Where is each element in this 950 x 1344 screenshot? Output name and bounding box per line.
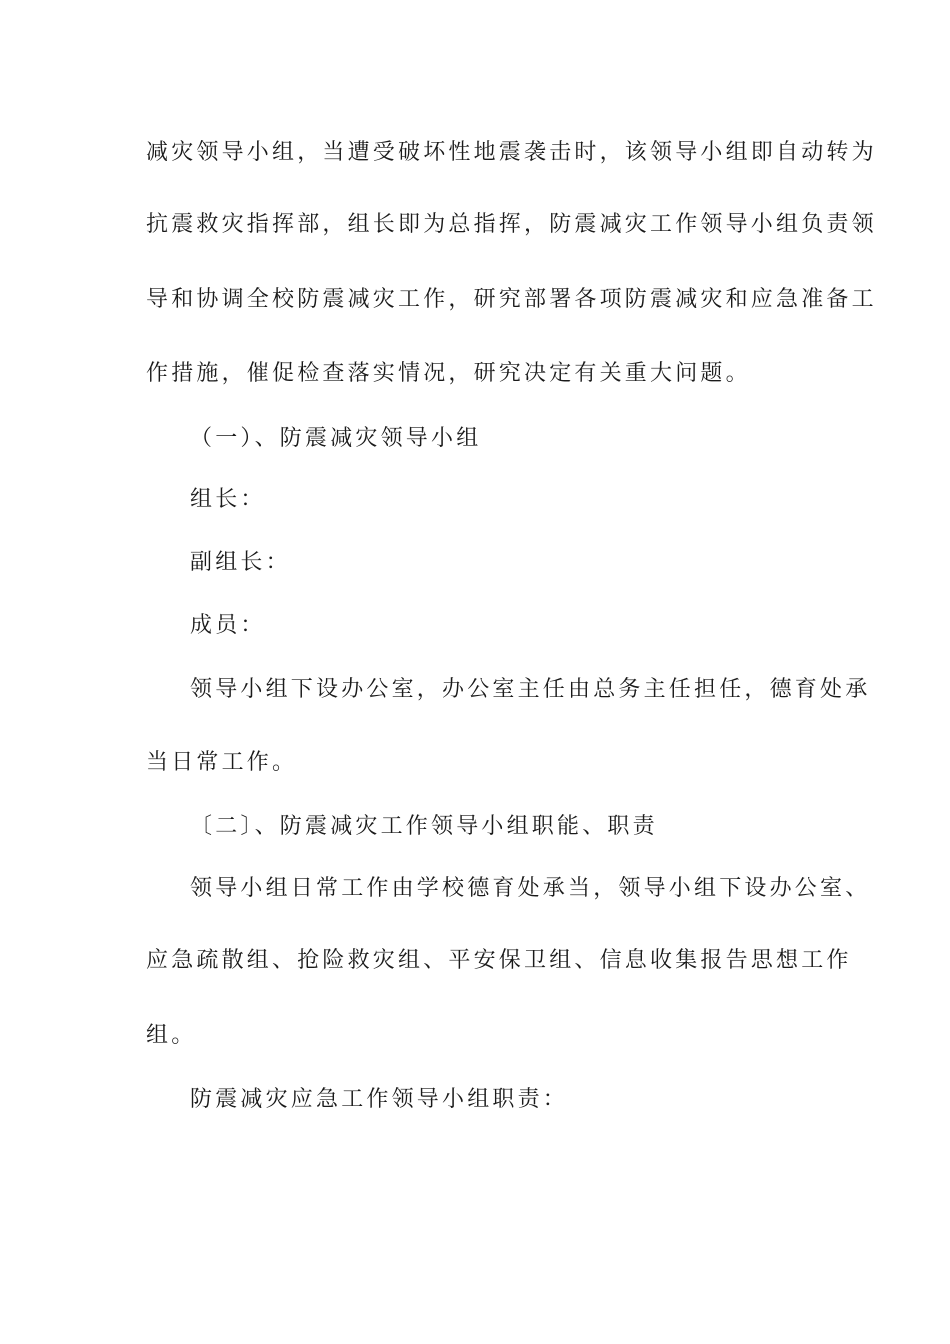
field-label: 成员： (190, 613, 266, 638)
field-label: 副组长： (190, 550, 291, 575)
section-heading: 〔二〕、防震减灾工作领导小组职能、职责 (190, 814, 658, 839)
paragraph-line: 领导小组下设办公室，办公室主任由总务主任担任，德育处承 (190, 677, 871, 702)
paragraph-line: 防震减灾应急工作领导小组职责： (190, 1087, 569, 1112)
paragraph-line: 抗震救灾指挥部，组长即为总指挥，防震减灾工作领导小组负责领 (146, 212, 877, 237)
field-label: 组长： (190, 487, 266, 512)
paragraph-line: 应急疏散组、抢险救灾组、平安保卫组、信息收集报告思想工作 (146, 948, 852, 973)
paragraph-line: 导和协调全校防震减灾工作，研究部署各项防震减灾和应急准备工 (146, 287, 877, 312)
paragraph-line: 当日常工作。 (146, 750, 298, 775)
paragraph-line: 减灾领导小组，当遭受破坏性地震袭击时，该领导小组即自动转为 (146, 140, 877, 165)
paragraph-line: 作措施，催促检查落实情况，研究决定有关重大问题。 (146, 361, 751, 386)
paragraph-line: 领导小组日常工作由学校德育处承当，领导小组下设办公室、 (190, 876, 871, 901)
paragraph-line: 组。 (146, 1023, 197, 1048)
section-heading: （一）、防震减灾领导小组 (190, 426, 482, 451)
